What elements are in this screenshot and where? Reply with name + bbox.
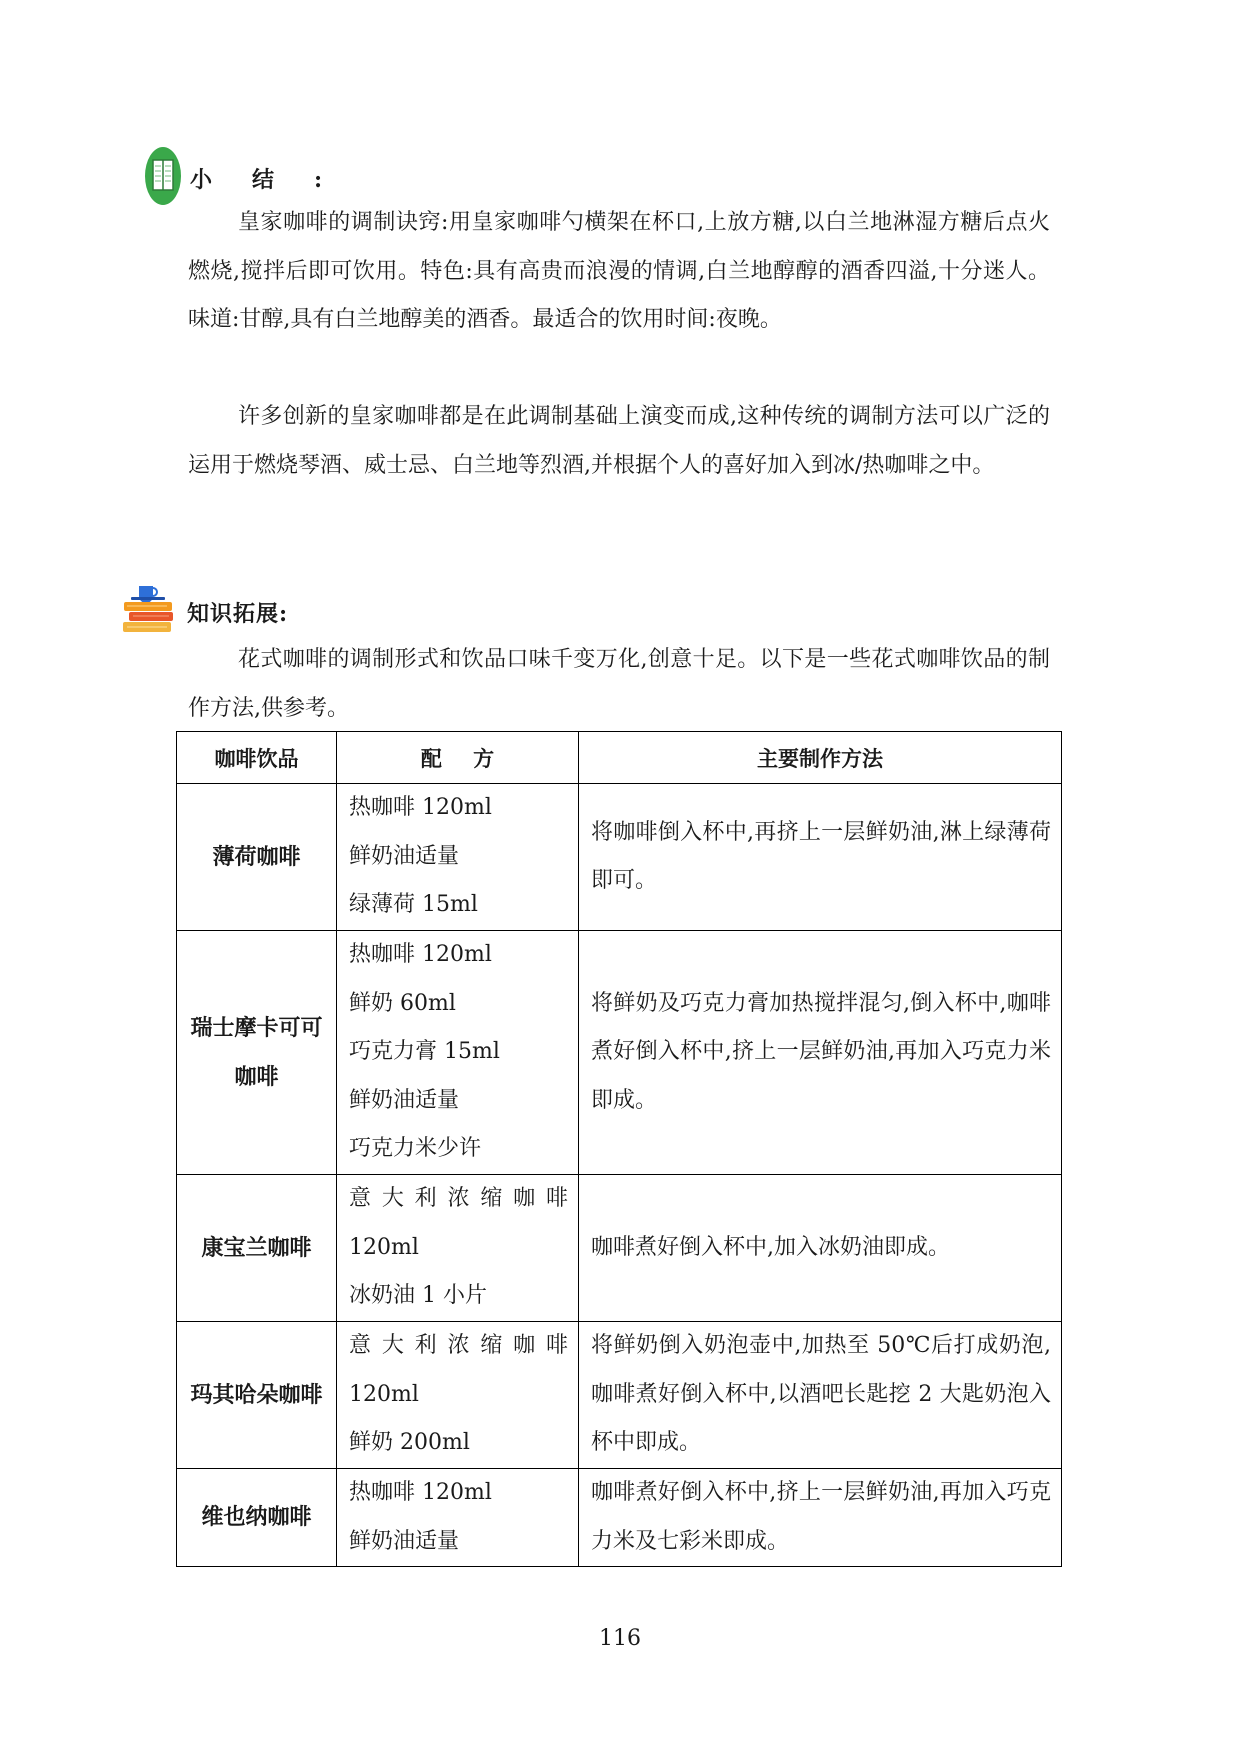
table-row bbox=[177, 784, 1062, 931]
drink-name: 薄荷咖啡 bbox=[177, 784, 337, 931]
header-method: 主要制作方法 bbox=[579, 732, 1062, 784]
header-recipe: 配 方 bbox=[337, 732, 579, 784]
recipe-cell bbox=[337, 1322, 579, 1469]
recipe-line: 绿薄荷 15ml bbox=[349, 892, 478, 918]
method-cell: 将咖啡倒入杯中,再挤上一层鲜奶油,淋上绿薄荷即可。 bbox=[579, 784, 1062, 931]
table-row bbox=[177, 931, 1062, 1175]
recipe-line: 热咖啡 120ml bbox=[349, 942, 492, 968]
recipe-cell bbox=[337, 784, 579, 931]
table-row bbox=[177, 1175, 1062, 1322]
recipe-line: 巧克力米少许 bbox=[349, 1136, 482, 1162]
recipe-line: 热咖啡 120ml bbox=[349, 795, 492, 821]
green-book-icon bbox=[144, 146, 182, 210]
recipe-cell bbox=[337, 1469, 579, 1567]
recipe-line: 热咖啡 120ml bbox=[349, 1480, 492, 1505]
recipe-line: 鲜奶油适量 bbox=[349, 1528, 460, 1554]
method-cell: 咖啡煮好倒入杯中,挤上一层鲜奶油,再加入巧克力米及七彩米即成。 bbox=[579, 1469, 1062, 1567]
coffee-recipe-table bbox=[176, 731, 1062, 1567]
summary-paragraph-1: 皇家咖啡的调制诀窍:用皇家咖啡勺横架在杯口,上放方糖,以白兰地淋湿方糖后点火燃烧,搅拌后即可饮用。特色:具有高贵而浪漫的情调,白兰地醇醇的酒香四溢,十分迷人。味道:甘醇,具有白兰地醇美的酒香。最适合的饮用时间:夜晚。 bbox=[188, 210, 1050, 332]
recipe-line: 意大利浓缩咖啡 bbox=[349, 1333, 568, 1359]
drink-name: 玛其哈朵咖啡 bbox=[177, 1322, 337, 1469]
recipe-line: 鲜奶油适量 bbox=[349, 1087, 460, 1113]
header-drink: 咖啡饮品 bbox=[177, 732, 337, 784]
recipe-line: 冰奶油 1 小片 bbox=[349, 1283, 487, 1309]
recipe-cell bbox=[337, 1175, 579, 1322]
recipe-cell bbox=[337, 931, 579, 1175]
recipe-line: 120ml bbox=[349, 1234, 419, 1260]
table-row bbox=[177, 1322, 1062, 1469]
drink-name: 康宝兰咖啡 bbox=[177, 1175, 337, 1322]
page-number: 116 bbox=[599, 1626, 641, 1651]
drink-name: 维也纳咖啡 bbox=[177, 1469, 337, 1567]
method-cell: 将鲜奶及巧克力膏加热搅拌混匀,倒入杯中,咖啡煮好倒入杯中,挤上一层鲜奶油,再加入巧克力米即成。 bbox=[579, 931, 1062, 1175]
knowledge-heading bbox=[121, 584, 288, 640]
recipe-line: 巧克力膏 15ml bbox=[349, 1039, 500, 1065]
recipe-line: 120ml bbox=[349, 1381, 419, 1407]
summary-title: 小结: bbox=[190, 166, 363, 193]
table-header-row bbox=[177, 732, 1062, 784]
recipe-line: 鲜奶油适量 bbox=[349, 843, 460, 869]
recipe-line: 意大利浓缩咖啡 bbox=[349, 1186, 568, 1212]
table-row bbox=[177, 1469, 1062, 1567]
recipe-line: 鲜奶 200ml bbox=[349, 1430, 470, 1456]
recipe-line: 鲜奶 60ml bbox=[349, 990, 456, 1016]
stacked-books-cup-icon bbox=[121, 584, 175, 640]
drink-name: 瑞士摩卡可可咖啡 bbox=[177, 931, 337, 1175]
summary-paragraph-2: 许多创新的皇家咖啡都是在此调制基础上演变而成,这种传统的调制方法可以广泛的运用于燃烧琴酒、威士忌、白兰地等烈酒,并根据个人的喜好加入到冰/热咖啡之中。 bbox=[188, 404, 1050, 478]
knowledge-title: 知识拓展: bbox=[187, 600, 289, 627]
method-cell: 将鲜奶倒入奶泡壶中,加热至 50℃后打成奶泡,咖啡煮好倒入杯中,以酒吧长匙挖 2 大匙奶泡入杯中即成。 bbox=[579, 1322, 1062, 1469]
method-cell: 咖啡煮好倒入杯中,加入冰奶油即成。 bbox=[579, 1175, 1062, 1322]
knowledge-intro: 花式咖啡的调制形式和饮品口味千变万化,创意十足。以下是一些花式咖啡饮品的制作方法,供参考。 bbox=[188, 647, 1050, 721]
